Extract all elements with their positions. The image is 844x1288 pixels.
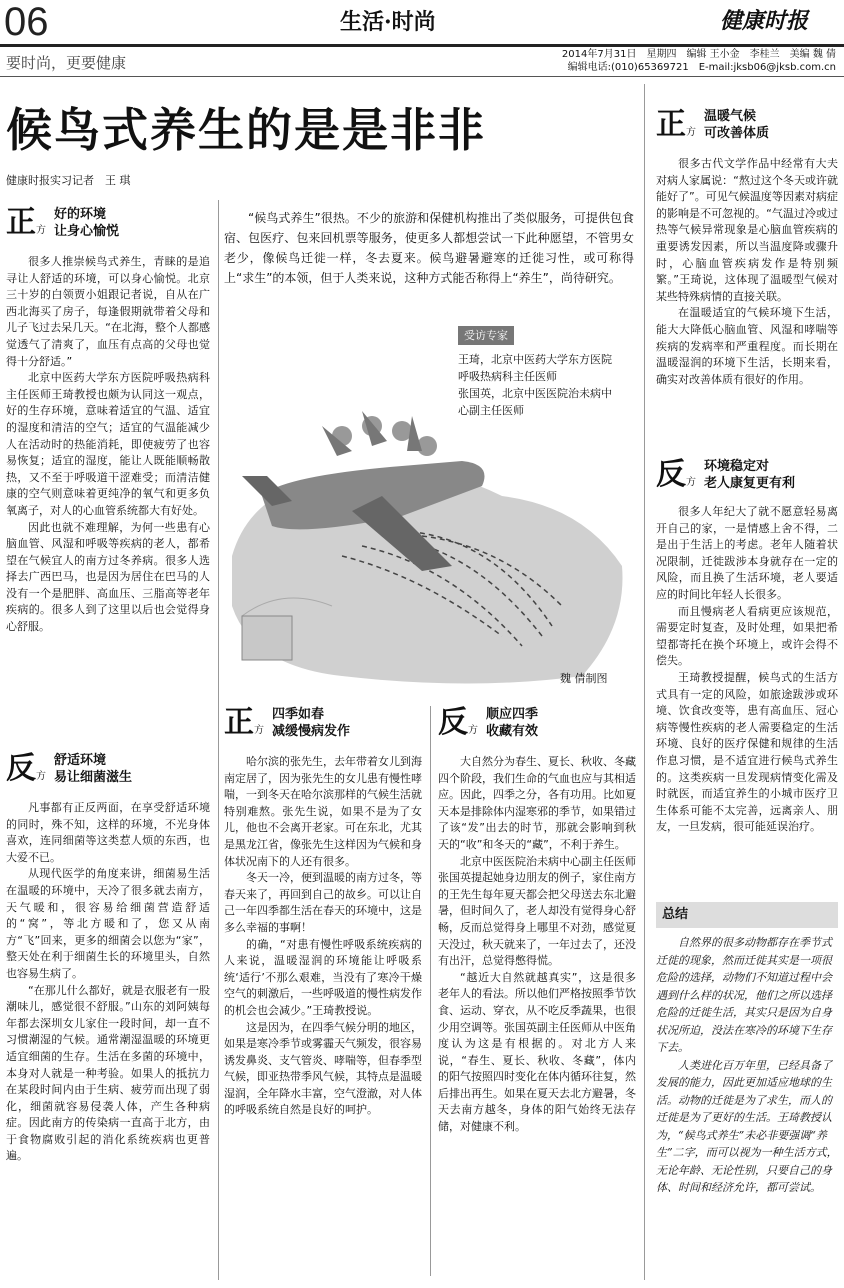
paragraph: 很多人推崇候鸟式养生，青睐的是追寻让人舒适的环境，可以身心愉悦。北京三十岁的白领贾小姐跟记者说，自从在广西北海买了房子，每逢假期就带着父母和儿子飞过去呆几天。“在北海，整个人都感觉透气了清爽了，血压有点高的父母也觉得十分舒适。” bbox=[6, 255, 210, 368]
tagline: 要时尚，更要健康 bbox=[6, 54, 127, 72]
section-title-line1: 温暖气候 bbox=[704, 109, 757, 124]
section-title: 生活·时尚 bbox=[340, 9, 436, 35]
paragraph: 大自然分为春生、夏长、秋收、冬藏四个阶段，我们生命的气血也应与其相适应。因此，四季之分，各有功用。比如夏天本是排除体内湿寒邪的季节，如果错过了该“发”出去的时节，那就会影响到秋天的“收”和冬天的“藏”，不利于养生。 bbox=[438, 755, 636, 851]
illustration-credit: 魏 倩制图 bbox=[560, 672, 608, 685]
section-mark-small: 方 bbox=[468, 725, 478, 736]
section-heading bbox=[656, 458, 795, 492]
paragraph: 从现代医学的角度来讲，细菌易生活在温暖的环境中，天冷了很多就去南方，天气暖和，很容易给细菌营造舒适的“窝”，等北方暖和了，您又从南方“飞”回来，更多的细菌会以您为“家”，整天处在利于细菌生长的环境里头，自然也容易生病了。 bbox=[6, 867, 210, 980]
section-body bbox=[6, 254, 210, 636]
summary-body bbox=[656, 934, 838, 1197]
section-mark-small: 方 bbox=[36, 771, 46, 782]
section-body bbox=[438, 754, 636, 1136]
paragraph: 冬天一冷，便到温暖的南方过冬，等春天来了，再回到自己的故乡。可以让自己一年四季都生活在春天的环境中，这是多么幸福的事啊！ bbox=[224, 871, 422, 934]
section-mark: 正 bbox=[6, 205, 36, 240]
section-mark-small: 方 bbox=[36, 225, 46, 236]
section-body bbox=[656, 156, 838, 388]
column-divider bbox=[218, 200, 219, 1280]
header-divider bbox=[0, 76, 844, 77]
paragraph: 这是因为，在四季气候分明的地区，如果是寒冷季节或雾霾天气频发，很容易诱发鼻炎、支气管炎、哮喘等，但春季型气候，即亚热带季风气候，其特点是温暖湿润，全年降水丰富，空气澄澈，对人体的呼吸系统自然是良好的呵护。 bbox=[224, 1020, 422, 1117]
paragraph: 北京中医医院治未病中心副主任医师张国英提起她身边朋友的例子，家住南方的王先生每年夏天都会把父母送去东北避暑，但时间久了，老人却没有觉得身心舒畅，反而总觉得身上哪里不对劲，感觉夏天没过，秋天就来了，一年过去了，还没有出汗，总觉得憋得慌。 bbox=[438, 854, 636, 968]
section-body bbox=[224, 754, 422, 1119]
date-line: 2014年7月31日 星期四 编辑 王小金 李桂兰 美编 魏 倩 bbox=[561, 49, 836, 60]
section-title-line2: 易让细菌滋生 bbox=[54, 770, 133, 785]
section-mark: 正 bbox=[224, 705, 254, 740]
paragraph: 自然界的很多动物都存在季节式迁徙的现象，然而迁徙其实是一项很危险的选择，动物们不知道过程中会遇到什么样的状况，他们之所以选择危险的迁徙生活，其实只是因为自身状况所迫，没法在寒冷的环境下生存下去。 bbox=[656, 936, 832, 1054]
paragraph: 哈尔滨的张先生，去年带着女儿到海南定居了，因为张先生的女儿患有慢性哮喘，一到冬天在哈尔滨那样的气候生活就特别难熬。张先生说，如果不是为了女儿，他也不会离开老家。可在东北，尤其是黑龙江省，像张先生这样因为气候和身体状况南下的人还有很多。 bbox=[224, 755, 422, 868]
section-title-line1: 舒适环境 bbox=[54, 753, 107, 768]
section-heading bbox=[224, 706, 350, 740]
section-heading bbox=[6, 752, 132, 786]
section-title-line1: 好的环境 bbox=[54, 207, 107, 222]
summary-heading: 总结 bbox=[656, 902, 838, 928]
headline: 候鸟式养生的是是非非 bbox=[6, 103, 486, 157]
section-title-line1: 四季如春 bbox=[272, 707, 325, 722]
section-mark-small: 方 bbox=[254, 725, 264, 736]
column-divider bbox=[430, 706, 431, 1276]
expert-2: 张国英，北京中医医院治未病中心副主任医师 bbox=[458, 387, 612, 417]
section-title-line1: 顺应四季 bbox=[486, 707, 539, 722]
section-title-line2: 可改善体质 bbox=[704, 126, 770, 141]
paragraph: 而且慢病老人看病更应该规范，需要定时复查，及时处理，如果把希望都寄托在换个环境上，或许会得不偿失。 bbox=[656, 604, 838, 668]
paragraph: 在温暖适宜的气候环境下生活，能大大降低心脑血管、风湿和哮喘等疾病的发病率和严重程度。而长期在温暖湿润的环境下生活，长期来看，确实对改善体质有很好的作用。 bbox=[656, 306, 838, 386]
section-mark: 反 bbox=[6, 751, 36, 786]
section-heading bbox=[438, 706, 538, 740]
byline: 健康时报实习记者 王 琪 bbox=[6, 174, 131, 187]
paragraph: 因此也就不难理解，为何一些患有心脑血管、风湿和呼吸等疾病的老人，都希望在气候宜人的南方过冬养病。很多人选择去广西巴马，也是因为居住在巴马的人没有一个是肥胖、高血压、三脂高等老年疾病的。很多人到了这里以后也会觉得身心舒服。 bbox=[6, 520, 210, 634]
paragraph: “越近大自然就越真实”，这是很多老年人的看法。所以他们严格按照季节饮食、运动、穿衣，从不吃反季蔬果，也很少用空调等。张国英副主任医师从中医角度认为这是有根据的。对北方人来说，“春生、夏长、秋收、冬藏”，体内的阳气按照四时变化在体内循环往复，然后排出再生。如果在夏天去北方避暑，冬天去南方越冬，身体的阳气始终无法存储，对健康不利。 bbox=[438, 970, 636, 1134]
section-body bbox=[6, 800, 210, 1165]
section-body bbox=[656, 504, 838, 836]
expert-tag: 受访专家 bbox=[458, 326, 514, 345]
paragraph: 很多古代文学作品中经常有大夫对病人家属说：“熬过这个冬天或许就能好了”。可见气候温度等因素对病症的影响是不可忽视的。“气温过冷或过热等气候异常现象是心脑血管疾病的重要诱发因素，所以当温度降或骤升时，心脑血管疾病发作是特别频繁。”王琦说，这体现了温暖型气候对某些特殊病情的直接关联。 bbox=[656, 157, 838, 303]
newspaper-logo: 健康时报 bbox=[720, 8, 809, 34]
paragraph: 人类进化百万年里，已经具备了发展的能力，因此更加适应地球的生活。动物的迁徙是为了求生，而人的迁徙是为了更好的生活。王琦教授认为，“候鸟式养生”未必非要强调“养生”二字，而可以视为一种生活方式，无论年龄、无论性别，只要自己的身体、时间和经济允许，都可尝试。 bbox=[656, 1058, 838, 1194]
section-heading bbox=[6, 206, 119, 240]
section-mark: 反 bbox=[438, 705, 468, 740]
paragraph: 北京中医药大学东方医院呼吸热病科主任医师王琦教授也颇为认同这一观点，好的生存环境，意味着适宜的气温、适宜的湿度和清洁的空气；适宜的气温能减少人在活动时的热能消耗，即使疲劳了也容易恢复；适宜的湿度，能让人既能顺畅散热，又不至于呼吸道干涩难受；而清洁健康的空气则意味着更纯净的氧气和更多负氧离子，对人的心血管系统都大有好处。 bbox=[6, 371, 210, 517]
masthead-meta bbox=[562, 48, 836, 74]
lead-paragraph: “候鸟式养生”很热。不少的旅游和保健机构推出了类似服务，可提供包食宿、包医疗、包来回机票等服务，使更多人都想尝试一下此种愿望，不管男女老少，像候鸟迁徙一样，冬去夏来。候鸟避暑避寒的迁徙习性，或可称得上“求生”的本领，但于人类来说，这种方式能否称得上“养生”，尚待研究。 bbox=[224, 211, 634, 285]
section-mark-small: 方 bbox=[686, 477, 696, 488]
paragraph: 的确，“对患有慢性呼吸系统疾病的人来说，温暖湿润的环境能让呼吸系统‘适行’不那么艰难，当没有了寒冷干燥空气的刺激后，一些呼吸道的慢性病发作的机会也会减少。”王琦教授说。 bbox=[224, 937, 422, 1017]
column-divider bbox=[644, 84, 645, 1280]
paragraph: 凡事都有正反两面，在享受舒适环境的同时，殊不知，这样的环境，不光身体喜欢，连同细菌等这类惹人烦的东西，也大爱不已。 bbox=[6, 801, 210, 864]
paragraph: “在那儿什么都好，就是衣服老有一股潮味儿，感觉很不舒服。”山东的刘阿姨每年都去深圳女儿家住一段时间，却一直不习惯潮湿的气候。通常潮湿温暖的环境更适宜细菌的生存。生活在多菌的环境中，本身对人就是一种考验。如果人的抵抗力在某段时间内由于生病、疲劳而出现了弱化，细菌就容易侵袭人体，产生各种病症。因此南方的传染病一直高于北方，由于食物腐败引起的消化系统疾病也更普遍。 bbox=[6, 983, 210, 1163]
paragraph: 很多人年纪大了就不愿意轻易离开自己的家，一是情感上舍不得，二是出于生活上的考虑。老年人随着状况限制，迁徙跋涉本身就存在一定的风险，而且换了生活环境，老人要适应的时间比年轻人长很多。 bbox=[656, 505, 838, 601]
paragraph: 王琦教授提醒，候鸟式的生活方式具有一定的风险，如旅途跋涉或环境、饮食改变等，患有高血压、冠心病等慢性疾病的老人需要稳定的生活环境、良好的医疗保健和规律的生活作息习惯，是不适宜进行候鸟式养生的。这类疾病一旦发现病情变化需及时就医，而适宜养生的小城市医疗卫生体系可能不太完善，远离亲人、朋友，一旦发病，很可能延误治疗。 bbox=[656, 670, 838, 834]
section-title-line2: 让身心愉悦 bbox=[54, 224, 120, 239]
section-title-line2: 减缓慢病发作 bbox=[272, 724, 351, 739]
section-title-line1: 环境稳定对 bbox=[704, 459, 770, 474]
section-title-line2: 老人康复更有利 bbox=[704, 476, 796, 491]
section-mark-small: 方 bbox=[686, 127, 696, 138]
section-heading bbox=[656, 108, 769, 142]
page-number: 06 bbox=[4, 0, 49, 44]
contact-line: 编辑电话:(010)65369721 E-mail:jksb06@jksb.com.cn bbox=[567, 62, 836, 73]
section-mark: 反 bbox=[656, 457, 686, 492]
section-mark: 正 bbox=[656, 107, 686, 142]
expert-1: 王琦，北京中医药大学东方医院呼吸热病科主任医师 bbox=[458, 353, 612, 383]
section-title-line2: 收藏有效 bbox=[486, 724, 539, 739]
expert-box bbox=[458, 326, 622, 419]
masthead-rule bbox=[0, 44, 844, 47]
